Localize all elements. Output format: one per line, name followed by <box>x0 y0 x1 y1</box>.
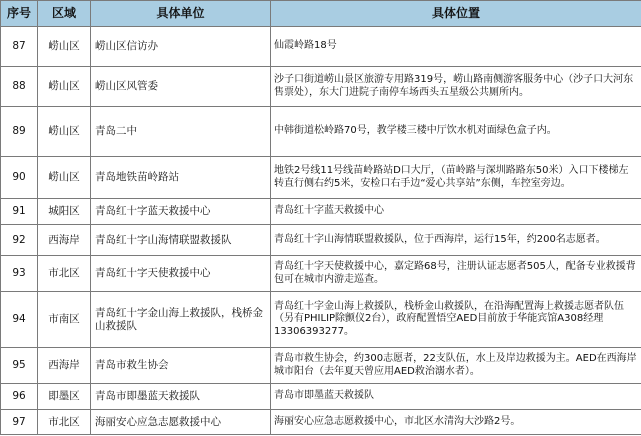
row-no: 89 <box>1 107 38 157</box>
row-location: 青岛红十字天使救援中心，嘉定路68号，注册认证志愿者505人，配备专业救援背包可在城市内游走巡查。 <box>271 256 641 292</box>
row-location: 青岛市救生协会，约300志愿者，22支队伍，水上及岸边救援为主。AED在西海岸城市阳台（去年夏天曾应用AED救治溺水者）。 <box>271 348 641 384</box>
row-area: 崂山区 <box>38 157 91 199</box>
row-unit: 青岛地铁苗岭路站 <box>91 157 271 199</box>
header-no: 序号 <box>1 1 38 27</box>
table-row <box>1 67 641 107</box>
row-no: 88 <box>1 67 38 107</box>
row-unit: 崂山区风管委 <box>91 67 271 107</box>
table-row <box>1 256 641 292</box>
row-unit: 青岛红十字金山海上救援队，栈桥金山救援队 <box>91 292 271 348</box>
table-row <box>1 157 641 199</box>
row-no: 95 <box>1 348 38 384</box>
row-unit: 海丽安心应急志愿救援中心 <box>91 410 271 435</box>
table-row <box>1 292 641 348</box>
table-row <box>1 107 641 157</box>
table-row <box>1 199 641 225</box>
row-unit: 青岛市即墨蓝天救援队 <box>91 384 271 410</box>
table-row <box>1 348 641 384</box>
row-no: 97 <box>1 410 38 435</box>
row-location: 海丽安心应急志愿救援中心，市北区水清沟大沙路2号。 <box>271 410 641 435</box>
header-area: 区域 <box>38 1 91 27</box>
row-unit: 青岛红十字天使救援中心 <box>91 256 271 292</box>
table-row <box>1 27 641 67</box>
row-no: 96 <box>1 384 38 410</box>
row-location: 青岛红十字金山海上救援队，栈桥金山救援队，在沿海配置海上救援志愿者队伍（另有PHILIP除颤仪2台），政府配置悟空AED目前放于华能宾馆A308经理13306393277。 <box>271 292 641 348</box>
row-unit: 青岛红十字蓝天救援中心 <box>91 199 271 225</box>
row-location: 青岛红十字山海情联盟救援队，位于西海岸，运行15年，约200名志愿者。 <box>271 225 641 256</box>
row-location: 中韩街道松岭路70号，教学楼三楼中厅饮水机对面绿色盒子内。 <box>271 107 641 157</box>
table-row <box>1 410 641 435</box>
row-area: 城阳区 <box>38 199 91 225</box>
row-no: 91 <box>1 199 38 225</box>
row-area: 市北区 <box>38 410 91 435</box>
row-no: 90 <box>1 157 38 199</box>
row-no: 94 <box>1 292 38 348</box>
row-area: 市南区 <box>38 292 91 348</box>
table-row <box>1 225 641 256</box>
row-area: 即墨区 <box>38 384 91 410</box>
header-row <box>1 1 641 27</box>
row-area: 西海岸 <box>38 225 91 256</box>
row-no: 92 <box>1 225 38 256</box>
row-area: 崂山区 <box>38 107 91 157</box>
row-location: 沙子口街道崂山景区旅游专用路319号，崂山路南侧游客服务中心（沙子口大河东售票处），东大门进院子南停车场西头五星级公共厕所内。 <box>271 67 641 107</box>
row-area: 崂山区 <box>38 67 91 107</box>
row-no: 93 <box>1 256 38 292</box>
row-unit: 崂山区信访办 <box>91 27 271 67</box>
header-location: 具体位置 <box>271 1 641 27</box>
row-unit: 青岛红十字山海情联盟救援队 <box>91 225 271 256</box>
row-unit: 青岛市救生协会 <box>91 348 271 384</box>
row-area: 西海岸 <box>38 348 91 384</box>
table-row <box>1 384 641 410</box>
row-location: 仙霞岭路18号 <box>271 27 641 67</box>
row-location: 青岛红十字蓝天救援中心 <box>271 199 641 225</box>
row-unit: 青岛二中 <box>91 107 271 157</box>
row-location: 地铁2号线11号线苗岭路站D口大厅，（苗岭路与深圳路路东50米）入口下楼梯左转直行侧右约5米，安检口右手边“爱心共享站”东侧，车控室旁边。 <box>271 157 641 199</box>
row-area: 市北区 <box>38 256 91 292</box>
header-unit: 具体单位 <box>91 1 271 27</box>
row-location: 青岛市即墨蓝天救援队 <box>271 384 641 410</box>
row-no: 87 <box>1 27 38 67</box>
row-area: 崂山区 <box>38 27 91 67</box>
